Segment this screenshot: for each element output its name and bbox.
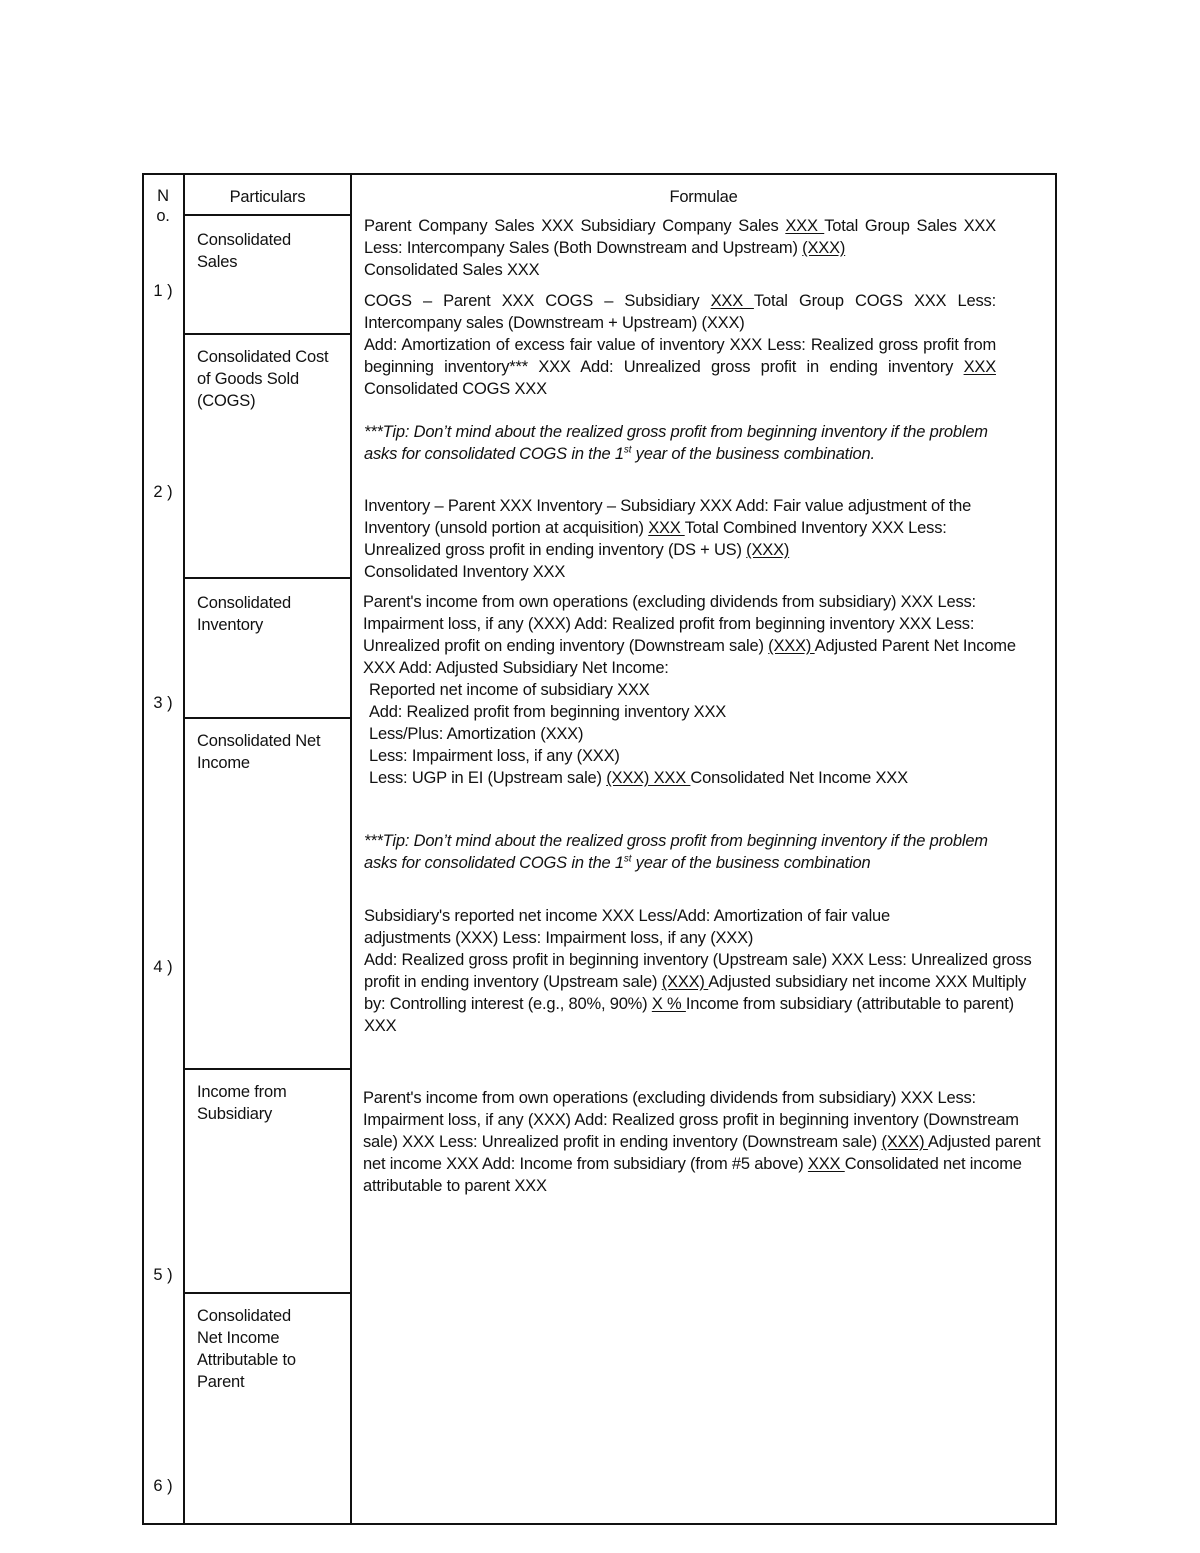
row-number: 3 ) — [153, 694, 173, 712]
particular-consolidated-cogs: Consolidated Cost of Goods Sold (COGS) — [197, 348, 329, 410]
header-formulae: Formulae — [669, 188, 738, 206]
row-divider — [184, 333, 351, 335]
row-number: 4 ) — [153, 958, 173, 976]
row-number: 2 ) — [153, 483, 173, 501]
column-divider-no — [183, 173, 185, 1525]
row-divider — [184, 214, 351, 216]
row-divider — [184, 577, 351, 579]
particular-net-income-attributable: Consolidated Net Income Attributable to Parent — [197, 1307, 296, 1391]
net-income-line: Add: Realized profit from beginning inventory XXX — [369, 703, 727, 721]
formula-income-from-subsidiary: Subsidiary's reported net income XXX Less/Add: Amortization of fair value adjustments (XXX) Less: Impairment loss, if any (XXX) Add: Realized gross profit in beginning inventory (Upstream sale) XXX Less: Unrealized gross profit in ending inventory (Upstream sale) (XXX) Adjusted subsidiary net income XXX Multiply by: Controlling interest (e.g., 80%, 90%) X % Income from subsidiary (attributable to parent) XXX — [364, 907, 1032, 1035]
net-income-line: Reported net income of subsidiary XXX — [369, 681, 650, 699]
formula-consolidated-inventory: Inventory – Parent XXX Inventory – Subsidiary XXX Add: Fair value adjustment of the Inventory (unsold portion at acquisition) XXX Total Combined Inventory XXX Less: Unrealized gross profit in ending inventory (DS + US) (XXX) Consolidated Inventory XXX — [364, 497, 972, 581]
tip-cogs: ***Tip: Don’t mind about the realized gross profit from beginning inventory if the problem asks for consolidated COGS in the 1st year of the business combination. — [364, 423, 988, 463]
row-divider — [184, 717, 351, 719]
formula-consolidated-sales: Parent Company Sales XXX Subsidiary Company Sales XXX Total Group Sales XXX Less: Intercompany Sales (Both Downstream and Upstream) (XXX) Consolidated Sales XXX — [364, 217, 996, 279]
tip-net-income: ***Tip: Don’t mind about the realized gross profit from beginning inventory if the problem asks for consolidated COGS in the 1st year of the business combination — [364, 832, 988, 872]
column-divider-particulars — [350, 173, 352, 1525]
particular-income-from-subsidiary: Income from Subsidiary — [197, 1083, 287, 1123]
row-number: 5 ) — [153, 1266, 173, 1284]
row-divider — [184, 1292, 351, 1294]
header-no: N o. — [156, 187, 170, 225]
formula-net-income-attributable: Parent's income from own operations (excluding dividends from subsidiary) XXX Less: Impairment loss, if any (XXX) Add: Realized gross profit in beginning inventory (Downstream sale) XXX Less: Unrealized profit in ending inventory (Downstream sale) (XXX) Adjusted parent net income XXX Add: Income from subsidiary (from #5 above) XXX Consolidated net income attributable to parent XXX — [363, 1089, 1041, 1195]
particular-consolidated-inventory: Consolidated Inventory — [197, 594, 291, 634]
formula-consolidated-cogs: COGS – Parent XXX COGS – Subsidiary XXX Total Group COGS XXX Less: Intercompany sales (Downstream + Upstream) (XXX) Add: Amortization of excess fair value of inventory XXX Less: Realized gross profit from beginning inventory*** XXX Add: Unrealized gross profit in ending inventory XXX Consolidated COGS XXX — [364, 292, 996, 398]
row-number: 6 ) — [153, 1477, 173, 1495]
header-particulars: Particulars — [229, 188, 306, 206]
net-income-line: Less: UGP in EI (Upstream sale) (XXX) XXX Consolidated Net Income XXX — [369, 769, 908, 787]
row-divider — [184, 1068, 351, 1070]
net-income-line: Less: Impairment loss, if any (XXX) — [369, 747, 620, 765]
net-income-line: Less/Plus: Amortization (XXX) — [369, 725, 584, 743]
particular-consolidated-sales: Consolidated Sales — [197, 231, 291, 271]
particular-consolidated-net-income: Consolidated Net Income — [197, 732, 321, 772]
formula-consolidated-net-income: Parent's income from own operations (excluding dividends from subsidiary) XXX Less: Impairment loss, if any (XXX) Add: Realized profit from beginning inventory XXX Less: Unrealized profit on ending inventory (Downstream sale) (XXX) Adjusted Parent Net Income XXX Add: Adjusted Subsidiary Net Income: Reported net income of subsidiary XXX Add: Realized profit from beginning inventory XXX Less/Plus: Amortization (XXX) Less: Impairment loss, if any (XXX) Less: UGP in EI (Upstream sale) (XXX) XXX Consolidated Net Income XXX — [363, 591, 1018, 789]
row-number: 1 ) — [153, 282, 173, 300]
